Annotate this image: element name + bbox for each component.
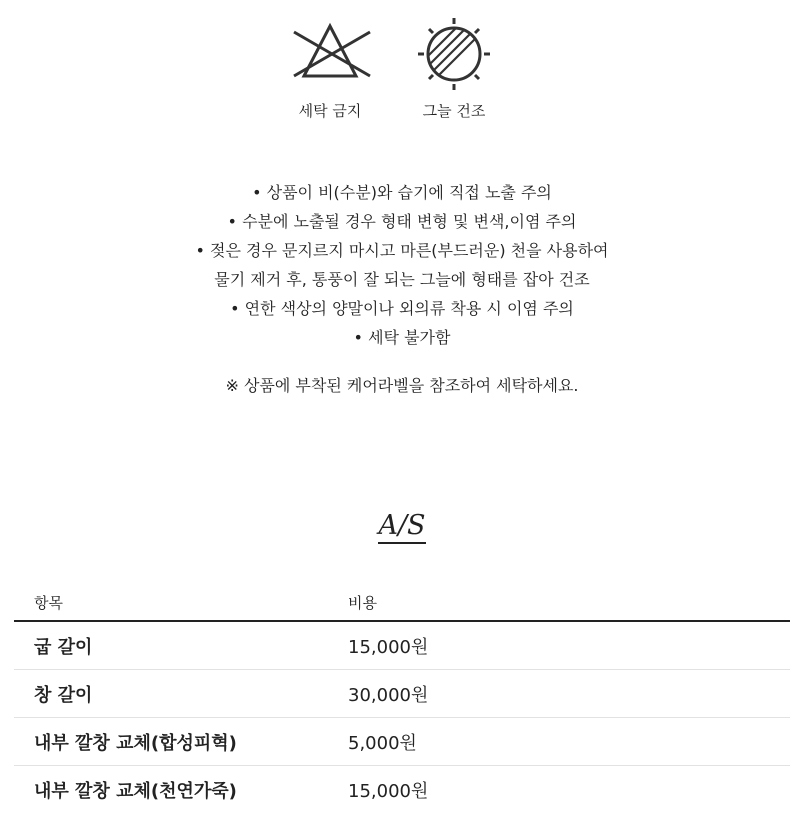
care-note-line: • 젖은 경우 문지르지 마시고 마른(부드러운) 천을 사용하여 — [0, 236, 804, 265]
row-cost: 15,000원 — [328, 621, 790, 670]
as-title-text: A/S — [378, 510, 425, 544]
no-wash-label: 세탁 금지 — [270, 100, 390, 121]
care-icon-shade-dry — [394, 18, 514, 121]
care-icon-no-wash — [270, 18, 390, 121]
care-note-line: 물기 제거 후, 통풍이 잘 되는 그늘에 형태를 잡아 건조 — [0, 265, 804, 294]
row-cost: 30,000원 — [328, 670, 790, 718]
no-wash-icon — [282, 18, 378, 90]
shade-dry-label: 그늘 건조 — [394, 100, 514, 121]
care-label-reference-note: ※ 상품에 부착된 케어라벨을 참조하여 세탁하세요. — [0, 373, 804, 396]
care-note-line: • 연한 색상의 양말이나 외의류 착용 시 이염 주의 — [0, 294, 804, 323]
header-cost: 비용 — [328, 584, 790, 621]
care-note-line: • 수분에 노출될 경우 형태 변형 및 변색,이염 주의 — [0, 207, 804, 236]
care-note-line: • 상품이 비(수분)와 습기에 직접 노출 주의 — [0, 178, 804, 207]
row-cost: 5,000원 — [328, 718, 790, 766]
table-row — [14, 718, 790, 766]
shade-dry-icon — [406, 18, 502, 90]
table-row — [14, 766, 790, 813]
table-header-row — [14, 584, 790, 621]
as-cost-table — [14, 584, 790, 813]
care-note-line: • 세탁 불가함 — [0, 323, 804, 352]
as-section-title — [0, 510, 804, 541]
row-cost: 15,000원 — [328, 766, 790, 813]
care-notes — [0, 178, 804, 352]
table-row — [14, 621, 790, 670]
care-icons — [0, 18, 804, 128]
row-item: 굽 갈이 — [14, 621, 328, 670]
row-item: 내부 깔창 교체(합성피혁) — [14, 718, 328, 766]
header-item: 항목 — [14, 584, 328, 621]
row-item: 창 갈이 — [14, 670, 328, 718]
row-item: 내부 깔창 교체(천연가죽) — [14, 766, 328, 813]
table-row — [14, 670, 790, 718]
